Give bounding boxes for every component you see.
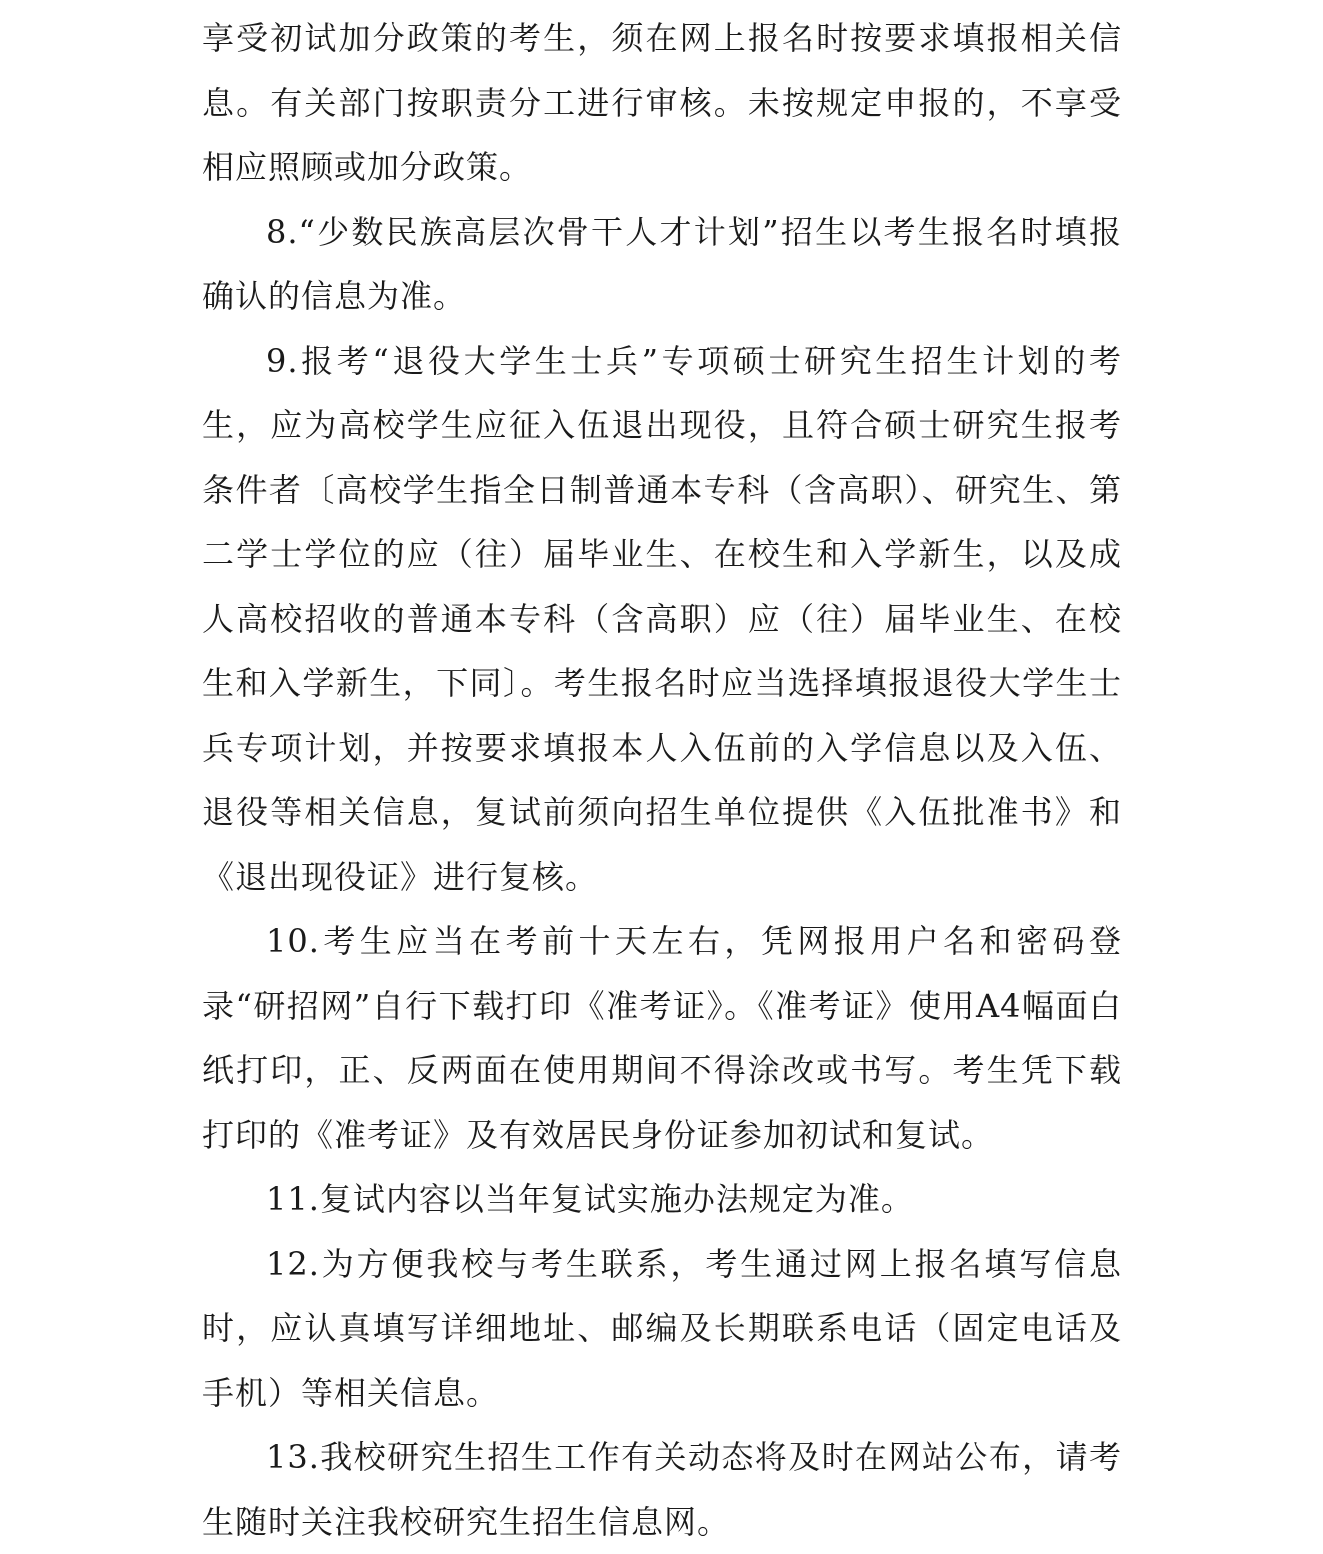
paragraph-item-9: 9.报考“退役大学生士兵”专项硕士研究生招生计划的考生，应为高校学生应征入伍退出现役，且符合硕士研究生报考条件者〔高校学生指全日制普通本专科（含高职）、研究生、第二学士学位的应（往）届毕业生、在校生和入学新生，以及成人高校招收的普通本专科（含高职）应（往）届毕业生、在校生和入学新生，下同〕。考生报名时应当选择填报退役大学生士兵专项计划，并按要求填报本人入伍前的入学信息以及入伍、退役等相关信息，复试前须向招生单位提供《入伍批准书》和《退出现役证》进行复核。 <box>202 341 1122 896</box>
paragraph-continued: 享受初试加分政策的考生，须在网上报名时按要求填报相关信息。有关部门按职责分工进行审核。未按规定申报的，不享受相应照顾或加分政策。 <box>202 19 1122 186</box>
paragraph-item-11: 11.复试内容以当年复试实施办法规定为准。 <box>266 1180 914 1218</box>
document-body <box>202 6 1122 1554</box>
paragraph-item-12: 12.为方便我校与考生联系，考生通过网上报名填写信息时，应认真填写详细地址、邮编及长期联系电话（固定电话及手机）等相关信息。 <box>202 1244 1122 1412</box>
paragraph-item-8: 8.“少数民族高层次骨干人才计划”招生以考生报名时填报确认的信息为准。 <box>202 212 1122 315</box>
paragraph-item-10: 10.考生应当在考前十天左右，凭网报用户名和密码登录“研招网”自行下载打印《准考证》。《准考证》使用A4幅面白纸打印，正、反两面在使用期间不得涂改或书写。考生凭下载打印的《准考证》及有效居民身份证参加初试和复试。 <box>202 922 1122 1154</box>
paragraph-item-13: 13.我校研究生招生工作有关动态将及时在网站公布，请考生随时关注我校研究生招生信息网。 <box>202 1438 1122 1541</box>
